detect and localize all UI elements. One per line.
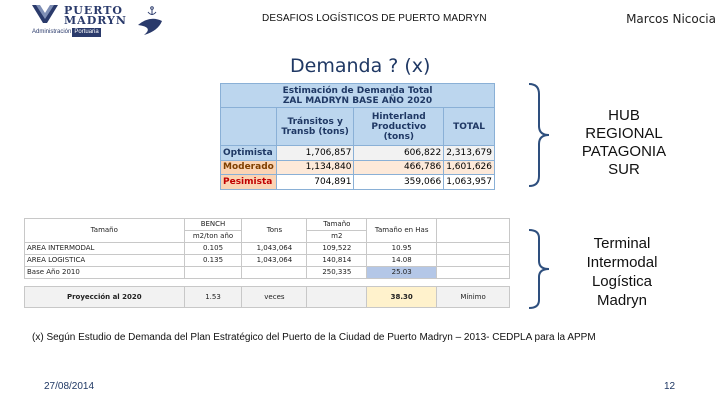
cell-value: 1,043,064 [242,254,307,266]
table1-title [221,84,495,108]
terminal-intermodal-label [570,234,674,310]
table-row [221,160,495,175]
footnote: (x) Según Estudio de Demanda del Plan Estratégico del Puerto de la Ciudad de Puerto Madryn – 2013- CEDPLA para la APPM [32,332,596,343]
table1-col-hinterland: Hinterland Productivo (tons) [354,108,444,146]
cell-value: 140,814 [307,254,367,266]
terminal-label-line: Logística [591,273,653,290]
cell-empty [437,242,510,254]
projection-label: Proyección al 2020 [25,286,185,307]
table-row [221,175,495,190]
hub-label-line: REGIONAL [585,125,663,142]
table2-col-bench: BENCH [184,219,242,231]
table1-title-line1: Estimación de Demanda Total [282,85,433,96]
cell-value: 14.08 [367,254,437,266]
table-row [25,254,510,266]
table2-col-has: Tamaño en Has [367,219,437,243]
hub-bracket [527,82,553,188]
logo-tagline-admin: Administración [32,29,72,35]
cell-value: 10.95 [367,242,437,254]
cell-empty [437,266,510,278]
row-label-optimista: Optimista [221,146,277,161]
slide-title: Demanda ? (x) [290,55,431,77]
area-size-table [24,218,510,308]
cell-value: 1,063,957 [444,175,495,190]
table1-corner-cell [221,108,277,146]
table2-empty-header [437,219,510,243]
logo-swoosh-icon [138,13,162,35]
table2-bench-unit: m2/ton año [184,230,242,242]
puerto-madryn-logo [30,3,162,37]
demand-estimate-table [220,83,495,190]
cell-value: 359,066 [354,175,444,190]
row-label: Base Año 2010 [25,266,185,278]
logo-tagline [31,27,101,37]
table2-m2-unit: m2 [307,230,367,242]
header-title: DESAFIOS LOGÍSTICOS DE PUERTO MADRYN [262,13,487,24]
page-number: 12 [664,381,676,392]
terminal-label-line: Madryn [596,292,648,309]
cell-value: 0.105 [184,242,242,254]
terminal-bracket [527,228,553,310]
row-label-moderado: Moderado [221,160,277,175]
logo-word-puerto: PUERTO [64,4,123,17]
footer-date: 27/08/2014 [44,381,95,392]
cell-value: Mínimo [437,286,510,307]
hub-label-line: SUR [608,161,640,178]
table1-title-line2: ZAL MADRYN BASE AÑO 2020 [282,95,433,106]
table-row [25,266,510,278]
cell-value-highlight: 25.03 [367,266,437,278]
terminal-label-line: Intermodal [586,254,658,271]
cell-value: veces [242,286,307,307]
cell-empty [437,254,510,266]
projection-has-value: 38.30 [367,286,437,307]
table-row [221,146,495,161]
cell-value: 2,313,679 [444,146,495,161]
cell-value: 1,043,064 [242,242,307,254]
table-row [25,242,510,254]
hub-regional-label [574,107,674,179]
table2-col-tamano-m2: Tamaño [307,219,367,231]
table2-col-tons: Tons [242,219,307,243]
cell-value: 250,335 [307,266,367,278]
hub-label-line: PATAGONIA [581,143,667,160]
cell-empty [307,286,367,307]
logo-chevron-icon [32,5,58,23]
cell-value: 0.135 [184,254,242,266]
cell-value: 704,891 [276,175,354,190]
cell-value: 606,822 [354,146,444,161]
cell-value: 109,522 [307,242,367,254]
cell-value: 1,134,840 [276,160,354,175]
hub-label-line: HUB [608,107,640,124]
cell-value: 1.53 [184,286,242,307]
logo-word-madryn: MADRYN [64,14,127,27]
row-label: AREA LOGISTICA [25,254,185,266]
cell-value: 1,706,857 [276,146,354,161]
terminal-label-line: Terminal [593,235,651,252]
table1-col-transitos: Tránsitos y Transb (tons) [276,108,354,146]
cell-value [242,266,307,278]
table-row [25,286,510,307]
row-label: AREA INTERMODAL [25,242,185,254]
table1-col-total: TOTAL [444,108,495,146]
header-author: Marcos Nicocia [626,12,716,26]
table2-col-tamano: Tamaño [25,219,185,243]
row-label-pesimista: Pesimista [221,175,277,190]
cell-value: 466,786 [354,160,444,175]
table2-spacer [25,278,510,286]
cell-value [184,266,242,278]
logo-tagline-portuaria: Portuaria [74,28,99,35]
cell-value: 1,601,626 [444,160,495,175]
